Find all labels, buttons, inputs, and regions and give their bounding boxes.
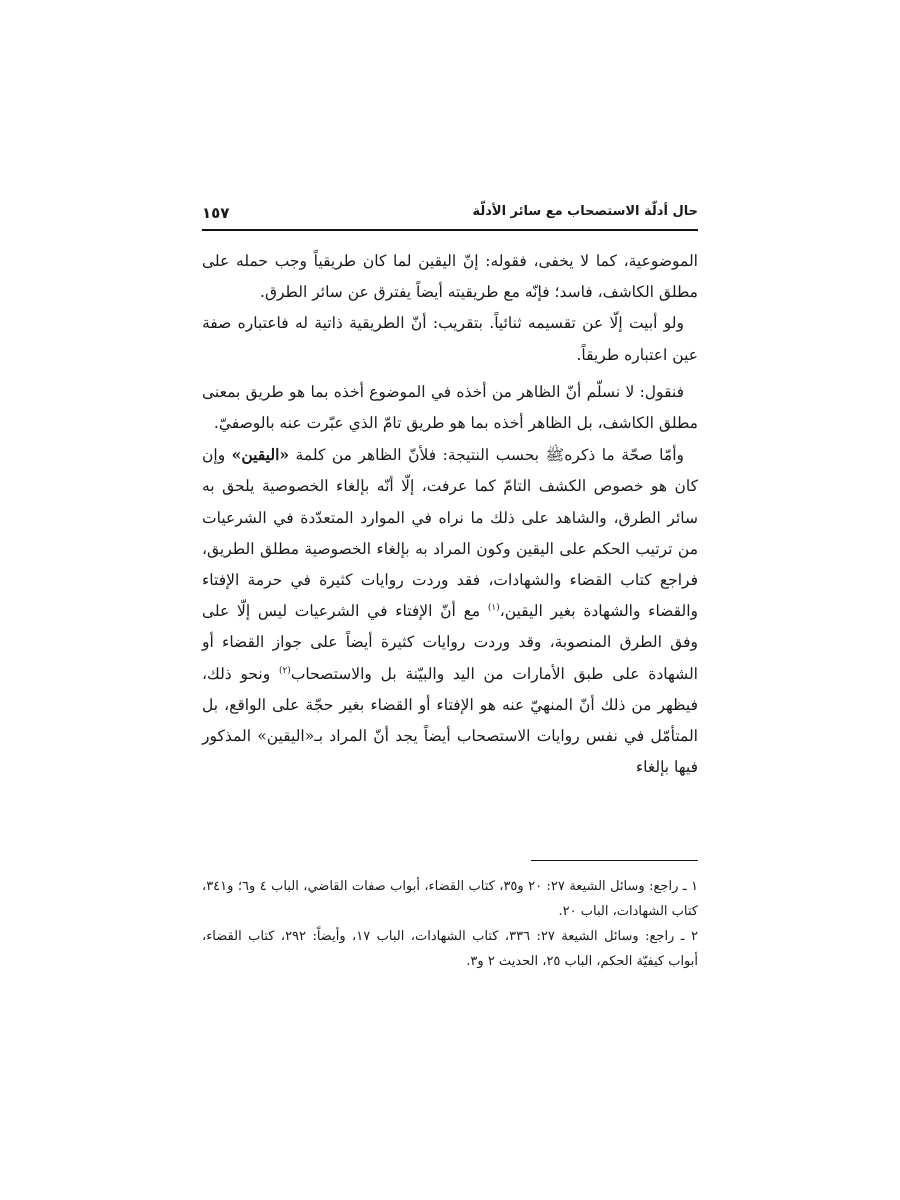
paragraph-4-part-b: وإن كان هو خصوص الكشف التامّ كما عرفت، إلّا أنّه بإلغاء الخصوصية يلحق به سائر الطرق، والشاهد على ذلك ما نراه في الموارد المتعدّدة في الشرعيات من ترتيب الحكم على اليقين وكون المراد به بإلغاء الخصوصية مطلق الطريق، فراجع كتاب القضاء والشهادات، فقد وردت روايات كثيرة في حرمة الإفتاء والقضاء والشهادة بغير اليقين، (202, 446, 698, 621)
paragraph-4-part-c: مع أنّ الإفتاء في الشرعيات ليس إلّا على وفق الطرق المنصوبة، وقد وردت روايات كثيرة أيضاً على جواز القضاء أو الشهادة على طبق الأمارات من اليد والبيّنة بل والاستصحاب (202, 602, 698, 683)
header-divider (202, 229, 698, 231)
paragraph-3: فنقول: لا نسلّم أنّ الظاهر من أخذه في الموضوع أخذه بما هو طريق بمعنى مطلق الكاشف، بل الظاهر أخذه بما هو طريق تامّ الذي عبّرت عنه بالوصفيّ. (202, 382, 698, 433)
footnote-divider (531, 860, 698, 861)
footnote-ref-2: (٢) (278, 665, 291, 676)
paragraph-1: الموضوعية، كما لا يخفى، فقوله: إنّ اليقين لما كان طريقياً وجب حمله على مطلق الكاشف، فاسد؛ فإنّه مع طريقيته أيضاً يفترق عن سائر الطرق. (202, 252, 698, 302)
footnote-ref-1: (١) (487, 603, 500, 614)
paragraph-2: ولو أبيت إلّا عن تقسيمه ثنائياً. بتقريب: أنّ الطريقية ذاتية له فاعتباره صفة عين اعتباره طريقاً. (202, 314, 698, 364)
paragraph-4-part-a: وأمّا صحّة ما ذكرهﷺ بحسب النتيجة: فلأنّ الظاهر من كلمة (289, 446, 684, 465)
keyword-yaqin: «اليقين» (231, 445, 290, 465)
paragraph-4 (202, 439, 698, 783)
footnotes (202, 874, 698, 974)
paragraph-4-part-d: ونحو ذلك، فيظهر من ذلك أنّ المنهيّ عنه هو الإفتاء أو القضاء بغير حجّة على الواقع، بل المتأمّل في نفس روايات الاستصحاب أيضاً يجد أنّ المراد بـ«اليقين» المذكور فيها بإلغاء (202, 664, 698, 777)
page-header (202, 202, 698, 228)
page-number: ١٥٧ (202, 204, 230, 222)
running-title: حال أدلّة الاستصحاب مع سائر الأدلّة (472, 204, 698, 219)
footnote-1: ١ ـ راجع: وسائل الشيعة ٢٧: ٢٠ و٣٥، كتاب القضاء، أبواب صفات القاضي، الباب ٤ و٦؛ و٣٤١، كتاب الشهادات، الباب ٢٠. (202, 879, 699, 919)
body-text (202, 246, 698, 783)
footnote-2: ٢ ـ راجع: وسائل الشيعة ٢٧: ٣٣٦، كتاب الشهادات، الباب ١٧، وأيضاً: ٢٩٢، كتاب القضاء، أبواب كيفيّة الحكم، الباب ٢٥، الحديث ٢ و٣. (202, 929, 699, 969)
